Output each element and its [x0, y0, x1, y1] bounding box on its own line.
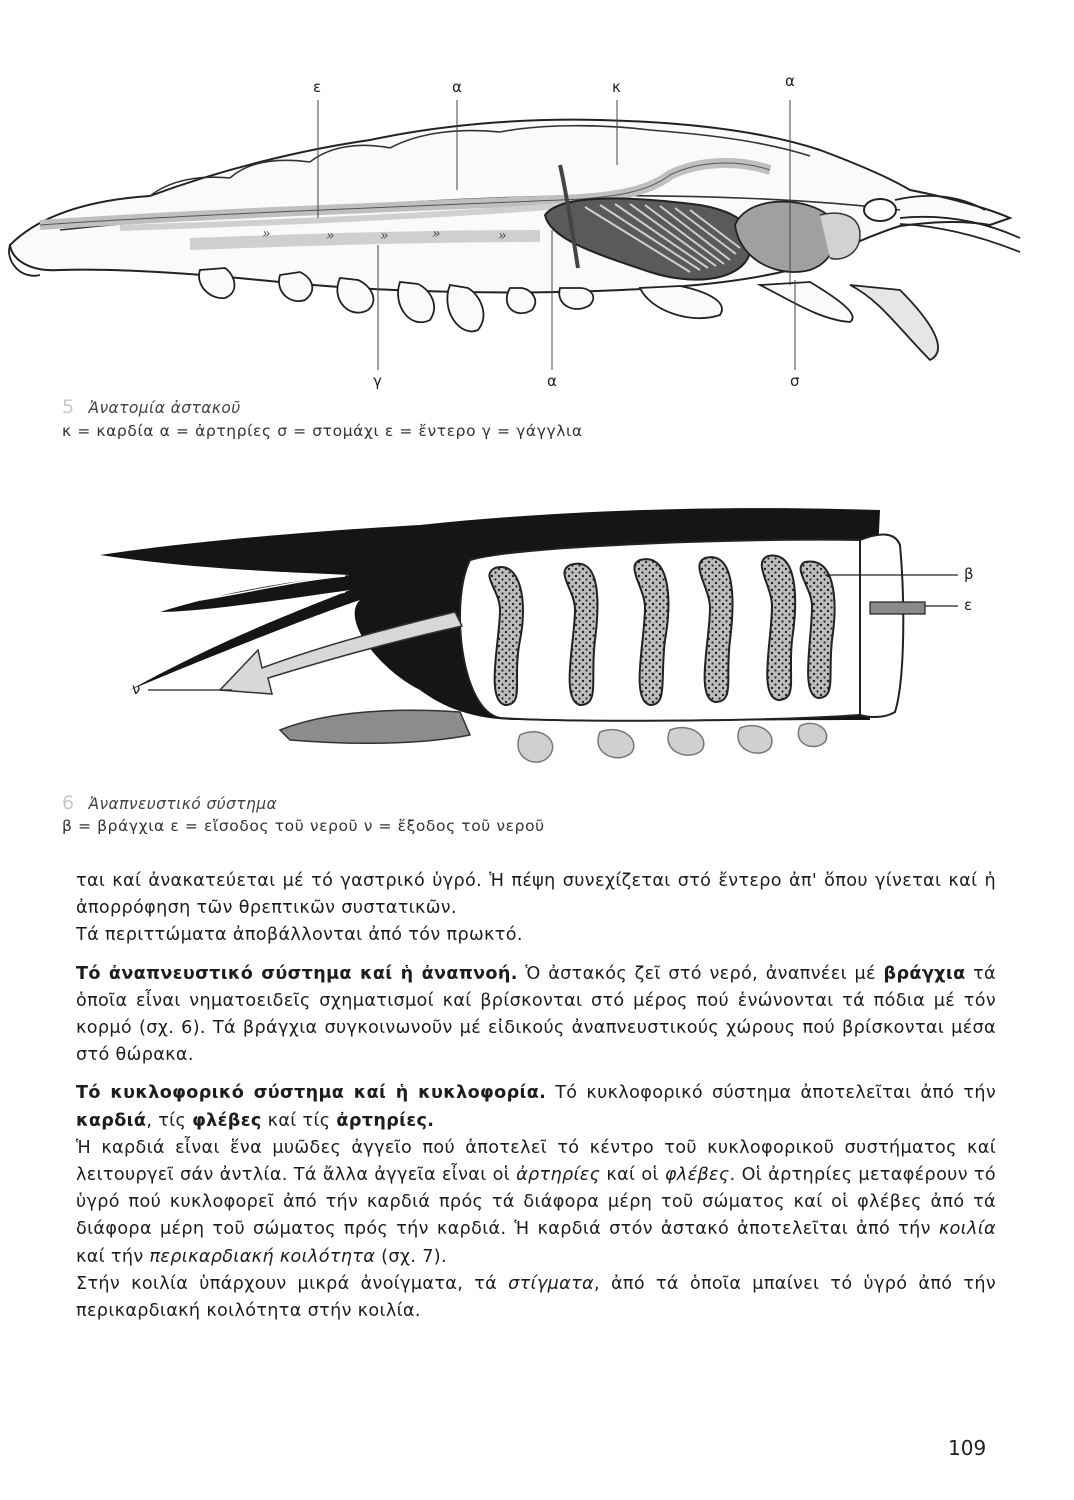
fig5-caption [62, 396, 241, 418]
fig5-title: Ἀνατομία ἀστακοῦ [88, 399, 241, 417]
eye [864, 199, 896, 221]
paragraph-respiration: Τό ἀναπνευστικό σύστημα καί ἡ ἀναπνοή. Ὁ ἀστακός ζεῖ στό νερό, ἀναπνέει μέ βράγχια τά ὁποῖα εἶναι νηματοειδεῖς σχηματισμοί καί βρίσκονται στό μέρος πού ἑνώνονται τά πόδια μέ τόν κορμό (σχ. 6). Τά βράγχια συγκοινωνοῦν μέ εἰδικούς ἀναπνευστικούς χώρους πού βρίσκονται μέσα στό θώρακα. [76, 963, 996, 1066]
paragraph-stigmata: Στήν κοιλία ὑπάρχουν μικρά ἀνοίγματα, τά στίγματα, ἀπό τά ὁποῖα μπαίνει τό ὑγρό ἀπό τήν περικαρδιακή κοιλότητα στήν κοιλία. [76, 1273, 996, 1322]
body-text [76, 868, 996, 1325]
fig5-label-e: ε [313, 78, 322, 96]
paragraph-waste: Τά περιττώματα ἀποβάλλονται ἀπό τόν πρωκτό. [76, 925, 523, 946]
page-number: 109 [948, 1436, 987, 1460]
fig6-label-beta: β [964, 565, 974, 583]
side-plate [860, 535, 903, 717]
fig5-legend: κ = καρδία α = ἀρτηρίες σ = στομάχι ε = ἔντερο γ = γάγγλια [62, 422, 583, 440]
term-veins: φλέβες [192, 1110, 262, 1131]
fig5-label-k: κ [612, 78, 621, 96]
fig6-caption [62, 792, 277, 814]
svg-text:»: » [432, 226, 441, 242]
paragraph-digestion: ται καί ἀνακατεύεται μέ τό γαστρικό ὑγρό. Ἡ πέψη συνεχίζεται στό ἔντερο ἀπ' ὅπου γίνεται καί ἡ ἀπορρόφηση τῶν θρεπτικῶν συστατικῶν. [76, 871, 996, 919]
fig5-label-a1: α [452, 78, 462, 96]
term-heart: καρδιά [76, 1110, 147, 1131]
respiratory-figure [0, 500, 1074, 790]
heading-respiration: Τό ἀναπνευστικό σύστημα καί ἡ ἀναπνοή. [76, 963, 518, 984]
fig5-label-g: γ [373, 372, 382, 390]
term-gills: βράγχια [883, 963, 966, 984]
abdomen [280, 710, 470, 743]
svg-text:»: » [326, 228, 335, 244]
svg-text:»: » [380, 228, 389, 244]
svg-text:»: » [262, 226, 271, 242]
paragraph-circulation: Τό κυκλοφορικό σύστημα καί ἡ κυκλοφορία. Τό κυκλοφορικό σύστημα ἀποτελεῖται ἀπό τήν καρδιά, τίς φλέβες καί τίς ἀρτηρίες. [76, 1083, 996, 1131]
paragraph-heart: Ἡ καρδιά εἶναι ἕνα μυῶδες ἀγγεῖο πού ἀποτελεῖ τό κέντρο τοῦ κυκλοφορικοῦ συστήματος καί λειτουργεῖ σάν ἀντλία. Τά ἄλλα ἀγγεῖα εἶναι οἱ ἀρτηρίες καί οἱ φλέβες. Οἱ ἀρτηρίες μεταφέρουν τό ὑγρό πού κυκλοφορεῖ ἀπό τήν καρδιά πρός τά διάφορα μέρη τοῦ σώματος καί οἱ φλέβες ἀπό τά διάφορα μέρη τοῦ σώματος πρός τήν καρδιά. Ἡ καρδιά στόν ἀστακό ἀποτελεῖται ἀπό τήν κοιλία καί τήν περικαρδιακή κοιλότητα (σχ. 7). [76, 1137, 996, 1267]
lobster-anatomy-figure [0, 60, 1074, 390]
fig6-title: Ἀναπνευστικό σύστημα [88, 795, 278, 813]
fig6-legs [518, 723, 827, 762]
svg-text:»: » [498, 228, 507, 244]
fig6-label-nu: ν [132, 680, 141, 698]
fig5-number: 5 [62, 396, 75, 418]
heading-circulation: Τό κυκλοφορικό σύστημα καί ἡ κυκλοφορία. [76, 1083, 547, 1104]
fig6-legend: β = βράγχια ε = εἴσοδος τοῦ νεροῦ ν = ἔξοδος τοῦ νεροῦ [62, 817, 545, 835]
fig5-label-a3: α [547, 372, 557, 390]
fig6-label-epsilon: ε [964, 596, 973, 614]
term-arteries: ἀρτηρίες. [336, 1110, 435, 1131]
fig6-number: 6 [62, 792, 75, 814]
fig5-label-a2: α [785, 72, 795, 90]
inflow-arrow [870, 602, 925, 614]
fig5-label-s: σ [790, 372, 800, 390]
